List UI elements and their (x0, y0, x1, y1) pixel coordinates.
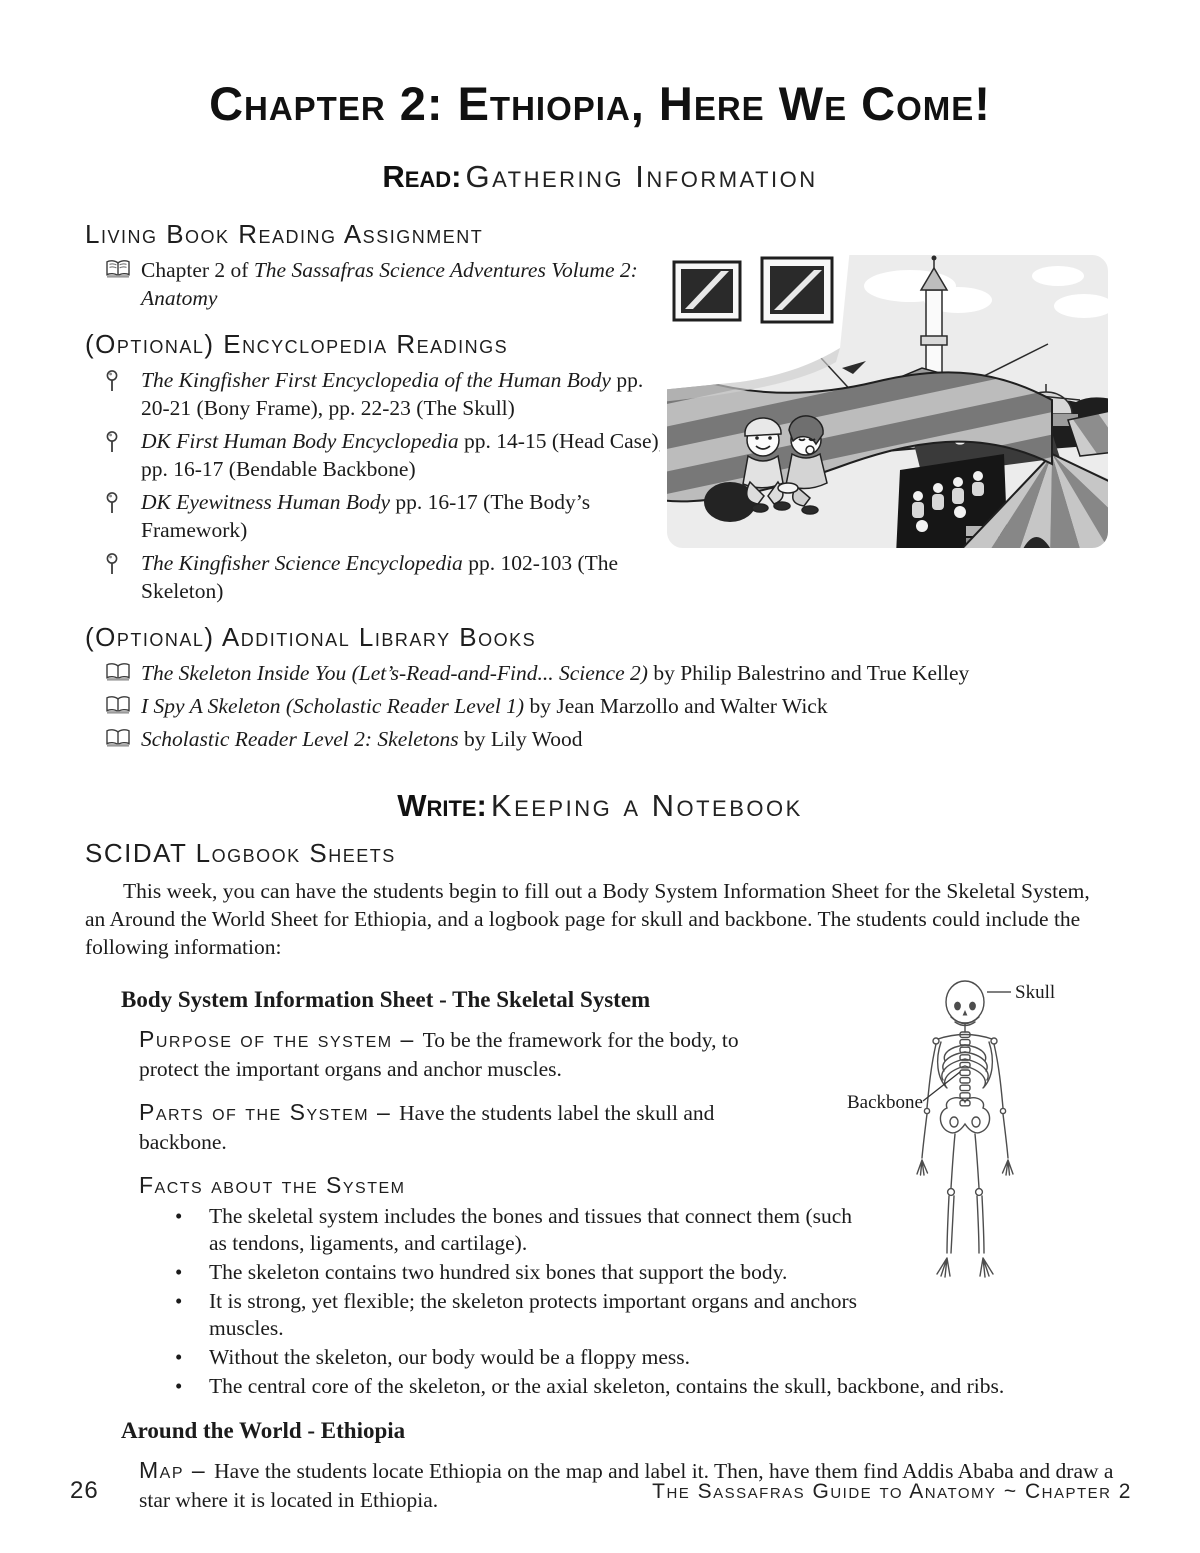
map-label: Map – (139, 1456, 215, 1483)
page-title: Chapter 2: Ethiopia, Here We Come! (209, 77, 991, 130)
skull-label: Skull (1015, 982, 1056, 1003)
list-item: The Kingfisher Science Encyclopedia pp. 102-103 (The Skeleton) (105, 549, 677, 605)
body-system-heading: Body System Information Sheet - The Skeletal System (121, 986, 651, 1012)
open-book-icon (105, 728, 131, 748)
read-label: Read: (382, 158, 462, 194)
magnifying-glass-icon (105, 430, 131, 454)
encyclopedia-list (85, 366, 677, 605)
magnifying-glass-icon (105, 491, 131, 515)
facts-heading: Facts about the System (139, 1171, 406, 1198)
write-section-heading (85, 787, 1115, 831)
running-footer-title: The Sassafras Guide to Anatomy ~ Chapter 2 (652, 1480, 1132, 1503)
around-world-heading: Around the World - Ethiopia (121, 1417, 406, 1443)
fact-item: • The skeleton contains two hundred six bones that support the body. (173, 1259, 869, 1286)
reading-assignment-text: Chapter 2 of The Sassafras Science Adventures Volume 2: Anatomy (141, 257, 638, 310)
page-footer (70, 1477, 1132, 1505)
list-item: DK Eyewitness Human Body pp. 16-17 (The Body’s Framework) (105, 488, 677, 544)
library-books-heading: (Optional) Additional Library Books (85, 621, 537, 652)
list-item: The Skeleton Inside You (Let’s-Read-and-Find... Science 2) by Philip Balestrino and True Kelley (105, 659, 1115, 687)
fact-item: • The skeletal system includes the bones and tissues that connect them (such as tendons, ligaments, and cartilage). (173, 1203, 869, 1257)
magnifying-glass-icon (105, 369, 131, 393)
scidat-heading: SCIDAT Logbook Sheets (85, 837, 396, 868)
write-label: Write: (397, 787, 487, 823)
read-section (85, 218, 1115, 753)
list-item (105, 256, 677, 312)
parts-label: Parts of the System – (139, 1098, 400, 1125)
map-paragraph: Map – Have the students locate Ethiopia on the map and label it. Then, have them find Addis Ababa and draw a star where it is located in Ethiopia. (139, 1456, 1114, 1512)
list-item: DK First Human Body Encyclopedia pp. 14-15 (Head Case), pp. 16-17 (Bendable Backbone) (105, 427, 677, 483)
fact-item: • The central core of the skeleton, or the axial skeleton, contains the skull, backbone, and ribs. (173, 1373, 1115, 1400)
magnifying-glass-icon (105, 552, 131, 576)
write-subtitle: Keeping a Notebook (490, 787, 803, 823)
backbone-label: Backbone (847, 1092, 923, 1113)
encyclopedia-heading: (Optional) Encyclopedia Readings (85, 328, 509, 359)
purpose-paragraph: Purpose of the system – To be the framework for the body, to protect the important organs and anchor muscles. (139, 1025, 739, 1081)
open-book-icon (105, 695, 131, 715)
living-books-heading: Living Book Reading Assignment (85, 218, 484, 249)
open-book-icon (105, 662, 131, 682)
purpose-label: Purpose of the system – (139, 1025, 423, 1052)
library-books-list (85, 659, 1115, 753)
open-book-icon (105, 259, 131, 279)
living-books-list (85, 256, 677, 312)
list-item: I Spy A Skeleton (Scholastic Reader Level 1) by Jean Marzollo and Walter Wick (105, 692, 1115, 720)
list-item: Scholastic Reader Level 2: Skeletons by Lily Wood (105, 725, 1115, 753)
market-illustration (660, 248, 1115, 555)
list-item: The Kingfisher First Encyclopedia of the Human Body pp. 20-21 (Bony Frame), pp. 22-23 (The Skull) (105, 366, 677, 422)
parts-paragraph: Parts of the System – Have the students label the skull and backbone. (139, 1098, 715, 1154)
fact-item: • Without the skeleton, our body would be a floppy mess. (173, 1344, 869, 1371)
scidat-intro-paragraph: This week, you can have the students begin to fill out a Body System Information Sheet for the Skeletal System, an Around the World Sheet for Ethiopia, and a logbook page for skull and backbone. The students could include the following information: (85, 878, 1090, 959)
fact-item: • It is strong, yet flexible; the skeleton protects important organs and anchors muscles. (173, 1288, 869, 1342)
read-section-heading (85, 158, 1115, 202)
skeleton-diagram (843, 960, 1121, 1300)
page-number: 26 (70, 1477, 99, 1504)
read-subtitle: Gathering Information (465, 158, 818, 194)
